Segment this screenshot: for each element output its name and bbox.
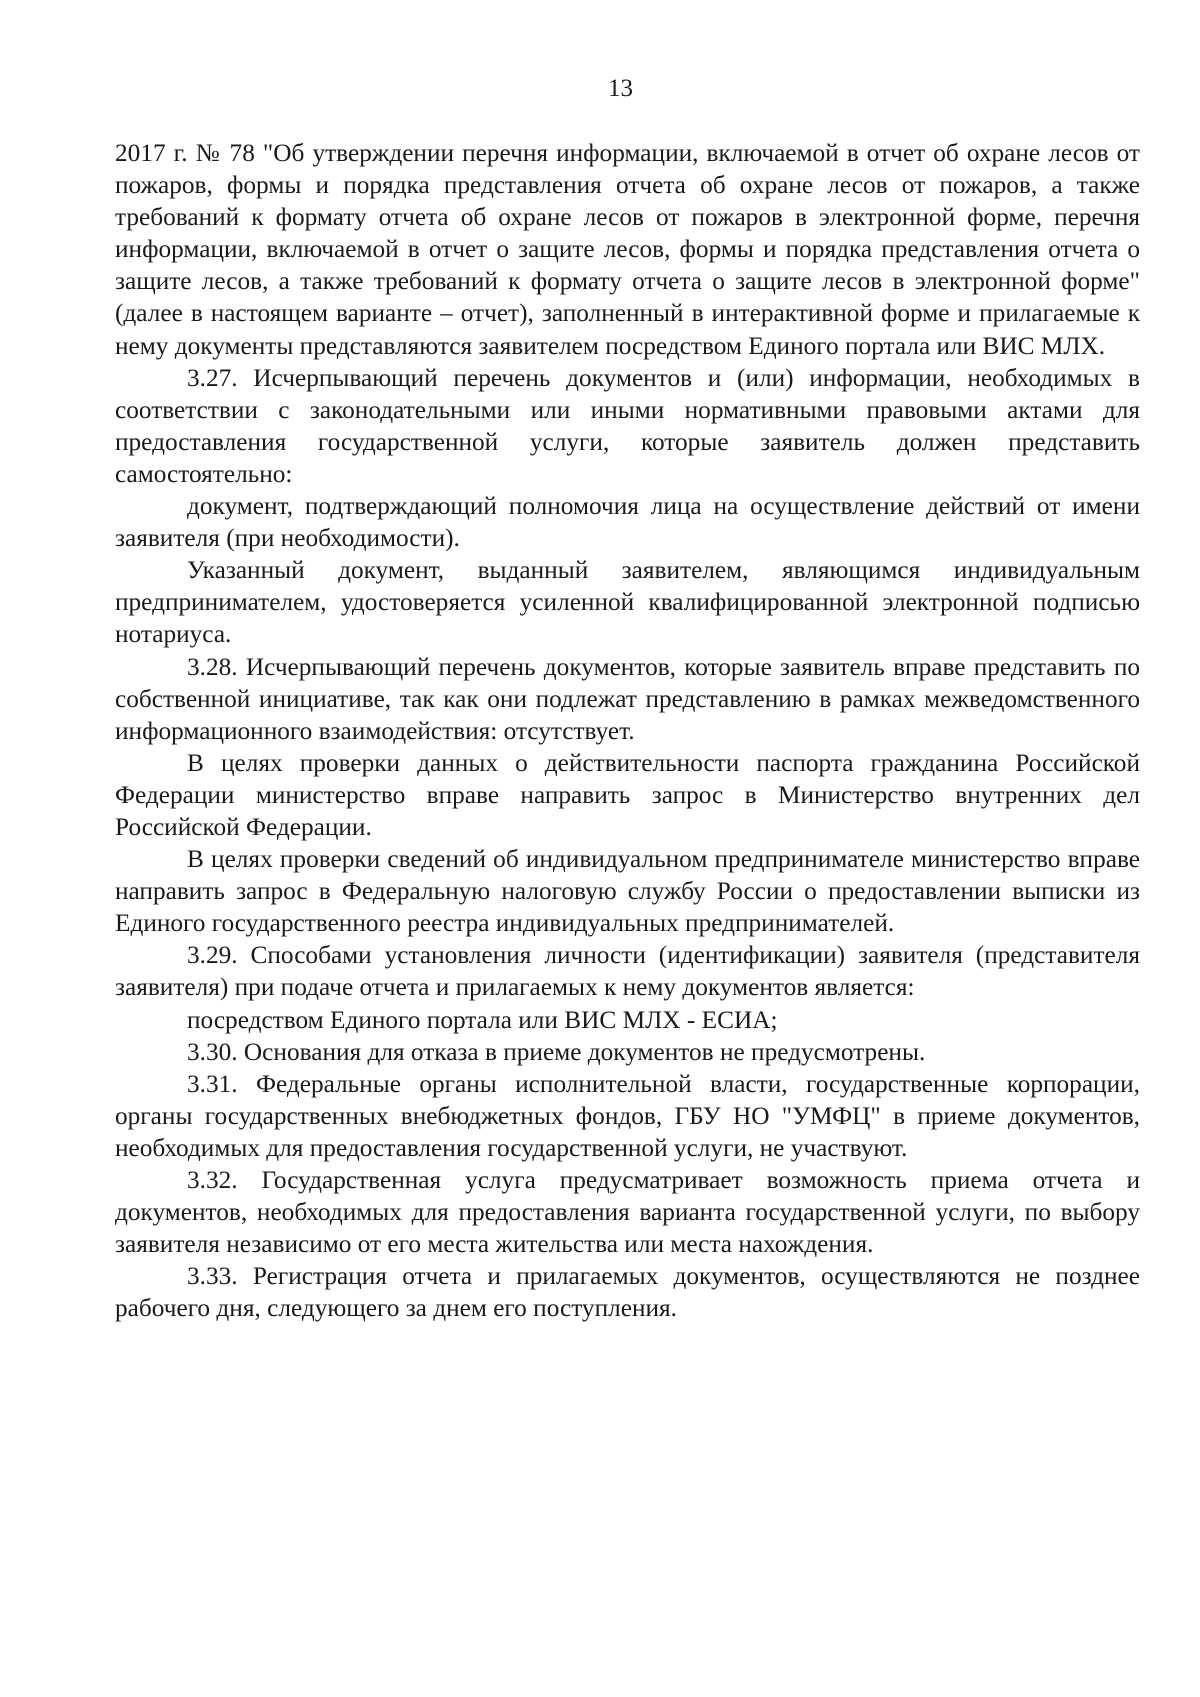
paragraph-esia: посредством Единого портала или ВИС МЛХ - ЕСИА; (187, 1005, 778, 1034)
paragraph-3-27: 3.27. Исчерпывающий перечень документов и (или) информации, необходимых в соответствии с законодательными или иными нормативными правовыми актами для предоставления государственной услуги, которые заявитель должен представить самостоятельно: (115, 363, 1140, 488)
document-body (115, 137, 1140, 1324)
paragraph-3-31: 3.31. Федеральные органы исполнительной власти, государственные корпорации, органы государственных внебюджетных фондов, ГБУ НО "УМФЦ" в приеме документов, необходимых для предоставления государственной услуги, не участвуют. (115, 1069, 1140, 1162)
paragraph-order-reference: 2017 г. № 78 "Об утверждении перечня информации, включаемой в отчет об охране лесов от пожаров, формы и порядка представления отчета об охране лесов от пожаров, а также требований к формату отчета об охране лесов от пожаров в электронной форме, перечня информации, включаемой в отчет о защите лесов, формы и порядка представления отчета о защите лесов, а также требований к формату отчета о защите лесов в электронной форме" (далее в настоящем варианте – отчет), заполненный в интерактивной форме и прилагаемые к нему документы представляются заявителем посредством Единого портала или ВИС МЛХ. (115, 139, 1140, 360)
page-number: 13 (608, 75, 633, 102)
paragraph-3-29: 3.29. Способами установления личности (идентификации) заявителя (представителя заявителя) при подаче отчета и прилагаемых к нему документов является: (115, 941, 1140, 1002)
paragraph-3-33: 3.33. Регистрация отчета и прилагаемых документов, осуществляются не позднее рабочего дня, следующего за днем его поступления. (115, 1262, 1140, 1323)
paragraph-3-32: 3.32. Государственная услуга предусматривает возможность приема отчета и документов, необходимых для предоставления варианта государственной услуги, по выбору заявителя независимо от его места жительства или места нахождения. (115, 1166, 1140, 1259)
paragraph-3-30: 3.30. Основания для отказа в приеме документов не предусмотрены. (187, 1037, 926, 1066)
paragraph-notary-signature: Указанный документ, выданный заявителем, являющимся индивидуальным предпринимателем, удостоверяется усиленной квалифицированной электронной подписью нотариуса. (115, 556, 1140, 649)
paragraph-authority-document: документ, подтверждающий полномочия лица на осуществление действий от имени заявителя (при необходимости). (115, 492, 1140, 553)
paragraph-entrepreneur-check: В целях проверки сведений об индивидуальном предпринимателе министерство вправе направить запрос в Федеральную налоговую службу России о предоставлении выписки из Единого государственного реестра индивидуальных предпринимателей. (115, 845, 1140, 938)
paragraph-3-28: 3.28. Исчерпывающий перечень документов, которые заявитель вправе представить по собственной инициативе, так как они подлежат представлению в рамках межведомственного информационного взаимодействия: отсутствует. (115, 652, 1140, 745)
paragraph-passport-check: В целях проверки данных о действительности паспорта гражданина Российской Федерации министерство вправе направить запрос в Министерство внутренних дел Российской Федерации. (115, 748, 1140, 841)
